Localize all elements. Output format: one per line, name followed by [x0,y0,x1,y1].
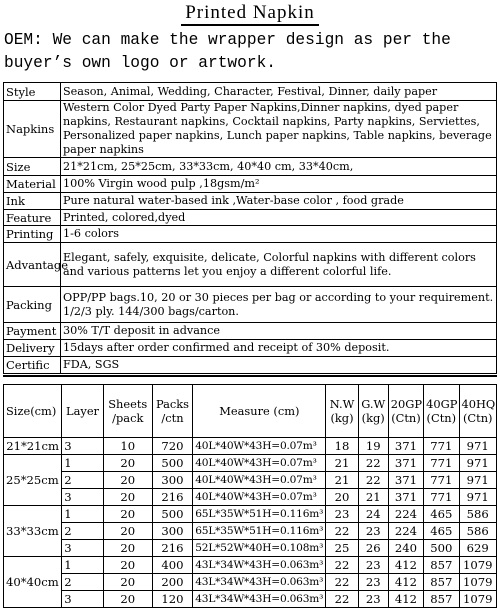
table-cell: 52L*52W*40H=0.108m³ [193,540,326,557]
page-title-bar [0,0,500,28]
table-cell: 216 [152,540,193,557]
table-cell: 971 [459,455,497,472]
table-cell: 412 [388,591,423,608]
spec-row [4,323,497,340]
table-cell: 20 [103,591,152,608]
spec-label: Delivery [4,340,61,357]
spec-row [4,226,497,243]
table-cell: 40L*40W*43H=0.07m³ [193,489,326,506]
spec-label: Payment [4,323,61,340]
size-table-header-cell: 20GP (Ctn) [388,385,423,438]
spec-table [3,82,497,374]
table-cell: 23 [358,574,388,591]
table-cell: 771 [424,455,459,472]
table-cell: 20 [103,574,152,591]
size-table-header-cell: Sheets /pack [103,385,152,438]
table-cell: 240 [388,540,423,557]
spec-row [4,193,497,210]
table-cell: 300 [152,523,193,540]
table-cell: 25 [326,540,358,557]
table-row [4,574,497,591]
table-cell: 20 [103,455,152,472]
table-cell: 40L*40W*43H=0.07m³ [193,438,326,455]
table-cell: 224 [388,506,423,523]
table-cell: 1 [62,506,104,523]
table-cell: 857 [424,574,459,591]
page-title: Printed Napkin [181,2,319,26]
size-table-header [4,385,497,438]
table-cell: 20 [326,489,358,506]
table-cell: 22 [326,591,358,608]
table-cell: 2 [62,574,104,591]
table-cell: 65L*35W*51H=0.116m³ [193,506,326,523]
table-cell: 23 [326,506,358,523]
spec-label: Printing [4,226,61,243]
spec-row [4,243,497,287]
table-cell: 22 [358,472,388,489]
table-cell: 40L*40W*43H=0.07m³ [193,472,326,489]
table-cell: 1 [62,455,104,472]
spec-label: Napkins [4,101,61,158]
spec-value: 1-6 colors [61,226,497,243]
table-cell: 200 [152,574,193,591]
table-cell: 1079 [459,557,497,574]
table-cell: 120 [152,591,193,608]
table-cell: 586 [459,506,497,523]
table-cell: 857 [424,557,459,574]
table-cell: 771 [424,472,459,489]
table-cell: 21 [326,455,358,472]
table-cell: 3 [62,438,104,455]
spec-value: FDA, SGS [61,357,497,374]
section-divider [3,375,497,377]
table-cell: 500 [152,506,193,523]
size-group-label: 33*33cm [4,506,62,557]
spec-value: OPP/PP bags.10, 20 or 30 pieces per bag or according to your requirement. 1/2/3 ply. 144/300 bags/carton. [61,287,497,323]
table-cell: 500 [152,455,193,472]
table-cell: 2 [62,472,104,489]
table-cell: 1 [62,557,104,574]
size-table-header-cell: G.W (kg) [358,385,388,438]
table-cell: 20 [103,540,152,557]
size-table-header-cell: 40GP (Ctn) [424,385,459,438]
table-cell: 629 [459,540,497,557]
table-row [4,523,497,540]
size-group-label: 21*21cm [4,438,62,455]
table-cell: 65L*35W*51H=0.116m³ [193,523,326,540]
table-row [4,472,497,489]
spec-value: Western Color Dyed Party Paper Napkins,Dinner napkins, dyed paper napkins, Restaurant napkins, Cocktail napkins, Party napkins, Serviettes, Personalized paper napkins, Lunch paper napkins, Table napkins, beverage paper napkins [61,101,497,158]
table-cell: 971 [459,489,497,506]
table-row [4,540,497,557]
table-cell: 26 [358,540,388,557]
spec-label: Packing [4,287,61,323]
oem-note: OEM: We can make the wrapper design as per the buyer’s own logo or artwork. [4,31,451,72]
table-cell: 21 [358,489,388,506]
table-cell: 412 [388,557,423,574]
table-cell: 465 [424,523,459,540]
spec-row [4,176,497,193]
table-cell: 465 [424,506,459,523]
table-cell: 22 [326,574,358,591]
size-table-header-cell: Measure (cm) [193,385,326,438]
spec-label: Advantage [4,243,61,287]
size-table-header-cell: Size(cm) [4,385,62,438]
spec-label: Ink [4,193,61,210]
spec-row [4,210,497,226]
spec-label: Style [4,83,61,101]
table-cell: 20 [103,472,152,489]
table-cell: 40L*40W*43H=0.07m³ [193,455,326,472]
table-cell: 23 [358,591,388,608]
table-cell: 500 [424,540,459,557]
spec-value: 21*21cm, 25*25cm, 33*33cm, 40*40 cm, 33*40cm, [61,158,497,176]
size-group-label: 25*25cm [4,455,62,506]
table-cell: 20 [103,523,152,540]
table-row [4,455,497,472]
table-row [4,557,497,574]
table-cell: 771 [424,438,459,455]
size-table-header-cell: 40HQ (Ctn) [459,385,497,438]
spec-label: Material [4,176,61,193]
spec-row [4,287,497,323]
table-cell: 720 [152,438,193,455]
spec-value: 100% Virgin wood pulp ,18gsm/m² [61,176,497,193]
table-cell: 300 [152,472,193,489]
table-cell: 586 [459,523,497,540]
table-cell: 22 [326,557,358,574]
table-cell: 3 [62,489,104,506]
table-cell: 23 [358,523,388,540]
table-cell: 1079 [459,574,497,591]
spec-value: 30% T/T deposit in advance [61,323,497,340]
table-cell: 20 [103,489,152,506]
size-group-label: 40*40cm [4,557,62,608]
spec-value: Printed, colored,dyed [61,210,497,226]
spec-label: Size [4,158,61,176]
size-table-header-cell: N.W (kg) [326,385,358,438]
spec-row [4,158,497,176]
spec-value: Pure natural water-based ink ,Water-base color , food grade [61,193,497,210]
spec-row [4,83,497,101]
table-cell: 224 [388,523,423,540]
table-cell: 18 [326,438,358,455]
spec-row [4,357,497,374]
table-cell: 371 [388,489,423,506]
table-cell: 10 [103,438,152,455]
table-row [4,506,497,523]
spec-label: Certific [4,357,61,374]
size-table-header-cell: Packs /ctn [152,385,193,438]
table-cell: 22 [358,455,388,472]
spec-row [4,340,497,357]
spec-value: Elegant, safely, exquisite, delicate, Colorful napkins with different colors and various patterns let you enjoy a different colorful life. [61,243,497,287]
table-cell: 23 [358,557,388,574]
table-cell: 43L*34W*43H=0.063m³ [193,574,326,591]
spec-value: 15days after order confirmed and receipt of 30% deposit. [61,340,497,357]
table-cell: 371 [388,472,423,489]
table-cell: 971 [459,438,497,455]
table-cell: 24 [358,506,388,523]
table-row [4,489,497,506]
table-cell: 43L*34W*43H=0.063m³ [193,557,326,574]
table-cell: 3 [62,540,104,557]
table-cell: 21 [326,472,358,489]
table-row [4,438,497,455]
spec-row [4,101,497,158]
table-cell: 22 [326,523,358,540]
table-cell: 43L*34W*43H=0.063m³ [193,591,326,608]
table-cell: 400 [152,557,193,574]
size-table-header-cell: Layer [62,385,104,438]
table-cell: 216 [152,489,193,506]
table-cell: 20 [103,557,152,574]
table-cell: 857 [424,591,459,608]
spec-value: Season, Animal, Wedding, Character, Festival, Dinner, daily paper [61,83,497,101]
table-cell: 2 [62,523,104,540]
table-cell: 371 [388,438,423,455]
table-cell: 1079 [459,591,497,608]
table-cell: 771 [424,489,459,506]
spec-label: Feature [4,210,61,226]
table-cell: 19 [358,438,388,455]
table-cell: 371 [388,455,423,472]
table-cell: 971 [459,472,497,489]
table-row [4,591,497,608]
table-cell: 20 [103,506,152,523]
size-table [3,384,497,608]
table-cell: 3 [62,591,104,608]
table-cell: 412 [388,574,423,591]
